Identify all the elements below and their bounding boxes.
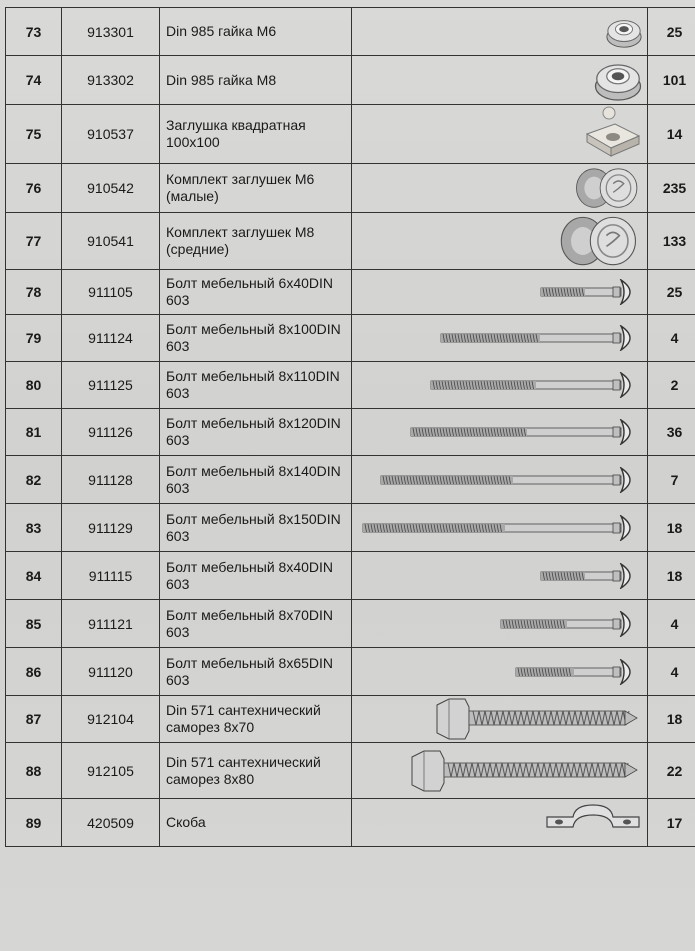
product-image-cell (352, 409, 648, 456)
table-row (6, 456, 695, 504)
product-name: Болт мебельный 8х70DIN 603 (160, 600, 352, 648)
table-row (6, 56, 695, 105)
product-image-cell (352, 696, 648, 743)
article-code: 911126 (62, 409, 160, 456)
article-code: 911121 (62, 600, 160, 648)
product-image-cell (352, 213, 648, 270)
article-code: 910541 (62, 213, 160, 270)
row-number: 81 (6, 409, 62, 456)
cap-set-small-icon (352, 164, 647, 212)
row-number: 76 (6, 164, 62, 213)
parts-table (5, 7, 695, 847)
product-image-cell (352, 648, 648, 696)
carriage-bolt-icon (352, 362, 647, 408)
article-code: 910537 (62, 105, 160, 164)
table-row (6, 600, 695, 648)
pipe-clamp-icon (352, 799, 647, 846)
table-row (6, 743, 695, 799)
product-image-cell (352, 600, 648, 648)
table-row (6, 696, 695, 743)
product-name: Болт мебельный 8х150DIN 603 (160, 504, 352, 552)
table-row (6, 8, 695, 56)
table-row (6, 270, 695, 315)
table-row (6, 362, 695, 409)
row-number: 73 (6, 8, 62, 56)
product-image-cell (352, 456, 648, 504)
row-number: 85 (6, 600, 62, 648)
product-name: Болт мебельный 8х100DIN 603 (160, 315, 352, 362)
article-code: 913301 (62, 8, 160, 56)
product-name: Din 571 сантехнический саморез 8х80 (160, 743, 352, 799)
table-row (6, 105, 695, 164)
product-name: Din 985 гайка М6 (160, 8, 352, 56)
cap-set-medium-icon (352, 213, 647, 269)
row-number: 74 (6, 56, 62, 105)
quantity: 36 (648, 409, 695, 456)
table-row (6, 504, 695, 552)
product-image-cell (352, 8, 648, 56)
quantity: 18 (648, 552, 695, 600)
row-number: 87 (6, 696, 62, 743)
table-row (6, 409, 695, 456)
product-image-cell (352, 552, 648, 600)
hex-lag-screw-icon (352, 743, 647, 798)
row-number: 75 (6, 105, 62, 164)
article-code: 912104 (62, 696, 160, 743)
article-code: 911115 (62, 552, 160, 600)
row-number: 89 (6, 799, 62, 847)
product-name: Комплект заглушек М6 (малые) (160, 164, 352, 213)
table-row (6, 799, 695, 847)
quantity: 17 (648, 799, 695, 847)
product-image-cell (352, 105, 648, 164)
product-name: Din 571 сантехнический саморез 8х70 (160, 696, 352, 743)
carriage-bolt-icon (352, 600, 647, 647)
hex-lag-screw-icon (352, 696, 647, 742)
quantity: 7 (648, 456, 695, 504)
article-code: 911128 (62, 456, 160, 504)
quantity: 235 (648, 164, 695, 213)
carriage-bolt-icon (352, 270, 647, 314)
nylon-lock-nut-large-icon (352, 56, 647, 104)
table-row (6, 213, 695, 270)
product-name: Заглушка квадратная 100х100 (160, 105, 352, 164)
article-code: 911124 (62, 315, 160, 362)
product-image-cell (352, 56, 648, 105)
row-number: 86 (6, 648, 62, 696)
article-code: 912105 (62, 743, 160, 799)
quantity: 14 (648, 105, 695, 164)
carriage-bolt-icon (352, 552, 647, 599)
quantity: 18 (648, 504, 695, 552)
table-row (6, 315, 695, 362)
product-name: Болт мебельный 8х140DIN 603 (160, 456, 352, 504)
product-name: Болт мебельный 8х110DIN 603 (160, 362, 352, 409)
row-number: 84 (6, 552, 62, 600)
product-image-cell (352, 743, 648, 799)
table-row (6, 648, 695, 696)
article-code: 420509 (62, 799, 160, 847)
table-row (6, 552, 695, 600)
carriage-bolt-icon (352, 409, 647, 455)
quantity: 4 (648, 315, 695, 362)
row-number: 80 (6, 362, 62, 409)
product-name: Болт мебельный 8х120DIN 603 (160, 409, 352, 456)
product-name: Комплект заглушек М8 (средние) (160, 213, 352, 270)
quantity: 4 (648, 648, 695, 696)
product-image-cell (352, 270, 648, 315)
quantity: 133 (648, 213, 695, 270)
row-number: 88 (6, 743, 62, 799)
product-name: Болт мебельный 8х65DIN 603 (160, 648, 352, 696)
row-number: 78 (6, 270, 62, 315)
product-image-cell (352, 362, 648, 409)
quantity: 101 (648, 56, 695, 105)
quantity: 25 (648, 270, 695, 315)
article-code: 911105 (62, 270, 160, 315)
product-name: Болт мебельный 6х40DIN 603 (160, 270, 352, 315)
article-code: 911120 (62, 648, 160, 696)
carriage-bolt-icon (352, 648, 647, 695)
product-image-cell (352, 504, 648, 552)
article-code: 911125 (62, 362, 160, 409)
quantity: 22 (648, 743, 695, 799)
product-image-cell (352, 164, 648, 213)
product-image-cell (352, 315, 648, 362)
article-code: 910542 (62, 164, 160, 213)
product-image-cell (352, 799, 648, 847)
carriage-bolt-icon (352, 315, 647, 361)
product-name: Din 985 гайка М8 (160, 56, 352, 105)
row-number: 77 (6, 213, 62, 270)
product-name: Скоба (160, 799, 352, 847)
article-code: 913302 (62, 56, 160, 105)
carriage-bolt-icon (352, 456, 647, 503)
quantity: 2 (648, 362, 695, 409)
article-code: 911129 (62, 504, 160, 552)
nylon-lock-nut-small-icon (352, 8, 647, 55)
carriage-bolt-icon (352, 504, 647, 551)
square-cap-icon (352, 105, 647, 163)
quantity: 18 (648, 696, 695, 743)
row-number: 82 (6, 456, 62, 504)
row-number: 79 (6, 315, 62, 362)
quantity: 4 (648, 600, 695, 648)
table-row (6, 164, 695, 213)
product-name: Болт мебельный 8х40DIN 603 (160, 552, 352, 600)
quantity: 25 (648, 8, 695, 56)
row-number: 83 (6, 504, 62, 552)
